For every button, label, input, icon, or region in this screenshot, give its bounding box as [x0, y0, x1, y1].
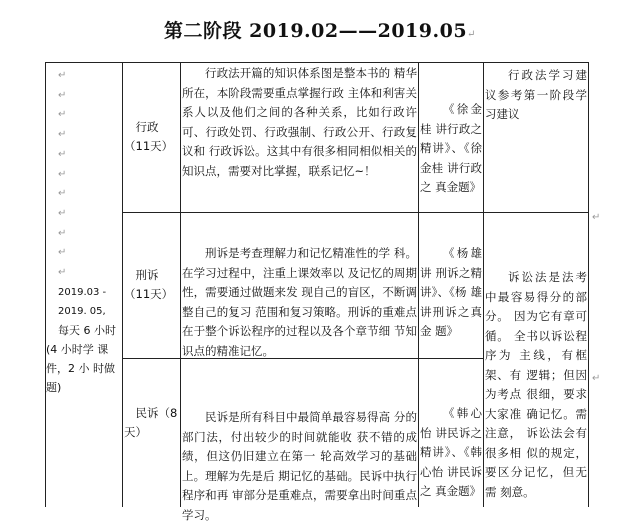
col-divider — [483, 62, 484, 507]
col-divider — [180, 62, 181, 507]
daily-hours: 每天 6 小时 — [58, 323, 116, 337]
schedule-cell: ↵ ↵ ↵ ↵ ↵ ↵ ↵ ↵ ↵ ↵ ↵ 2019.03 - 2019. 05, 每天 6 小时 (4 小时学 课件，2 小 时做题) — [46, 66, 122, 397]
table-border — [588, 62, 589, 507]
hours-breakdown: (4 小时学 课件，2 小 时做题) — [46, 342, 115, 394]
subject-admin: 行政（11天） — [124, 119, 174, 153]
row-divider — [418, 358, 483, 359]
subject-civil-procedure: 民诉（8天） — [124, 405, 178, 439]
advice-admin: 行政法学习建 议参考第一阶段学习建议 — [485, 68, 587, 121]
date-start: 2019.03 - — [58, 286, 107, 298]
books-admin: 《徐金桂 讲行政之 精讲》、《徐金桂 讲行政之 真金题》 — [420, 102, 482, 194]
page-title: 第二阶段 2019.02——2019.05↵ — [164, 20, 476, 42]
books-civil-procedure: 《韩心怡 讲民诉之 精讲》、《韩心怡 讲民诉之 真金题》 — [420, 406, 482, 498]
row-end-mark: ↵ — [592, 373, 601, 384]
content-criminal-procedure: 刑诉是考查理解力和记忆精准性的学 科。在学习过程中，注重上课效率以 及记忆的周期性，需要通过做题来发 现自己的盲区，不断调整自己的复习 范围和复习策略。刑诉的重难点在于整个诉讼程序的过程以及各个章节细 节知识点的精准记忆。 — [182, 246, 417, 358]
advice-procedure: 诉讼法是法考 中最容易得分的部分。 因为它有章可循。 全书以诉讼程序为 主线，有框架、有 逻辑；但因为考点 很细，要求大家准 确记忆。需注意， 诉讼法会有很多相 似的规定，要区分记忆，但无需 刻意。 — [485, 270, 587, 499]
row-divider — [483, 212, 588, 213]
books-criminal-procedure: 《杨雄讲 刑诉之精 讲》、《杨 雄讲刑诉之真金 题》 — [420, 246, 482, 338]
date-end: 2019. 05, — [58, 305, 106, 317]
content-admin: 行政法开篇的知识体系图是整本书的 精华所在，本阶段需要重点掌握行政 主体和利害关系人以及他们之间的各种关系，比如行政许可、行政处罚、行政强制、行政公开、行政复议和 行政诉讼。这其中有很多相同相似相关的知识点，需要对比掌握，联系记忆~！ — [182, 66, 417, 178]
content-civil-procedure: 民诉是所有科目中最简单最容易得高 分的部门法，付出较少的时间就能收 获不错的成绩，但这仍旧建立在第一 轮高效学习的基础上。理解为先是后 期记忆的基础。民诉中执行程序和再 审部分是重难点，需要拿出时间重点 学习。 — [182, 410, 417, 522]
col-divider — [418, 62, 419, 507]
row-end-mark: ↵ — [592, 212, 601, 223]
col-divider — [122, 62, 123, 507]
subject-criminal-procedure: 刑诉（11天） — [124, 267, 174, 301]
